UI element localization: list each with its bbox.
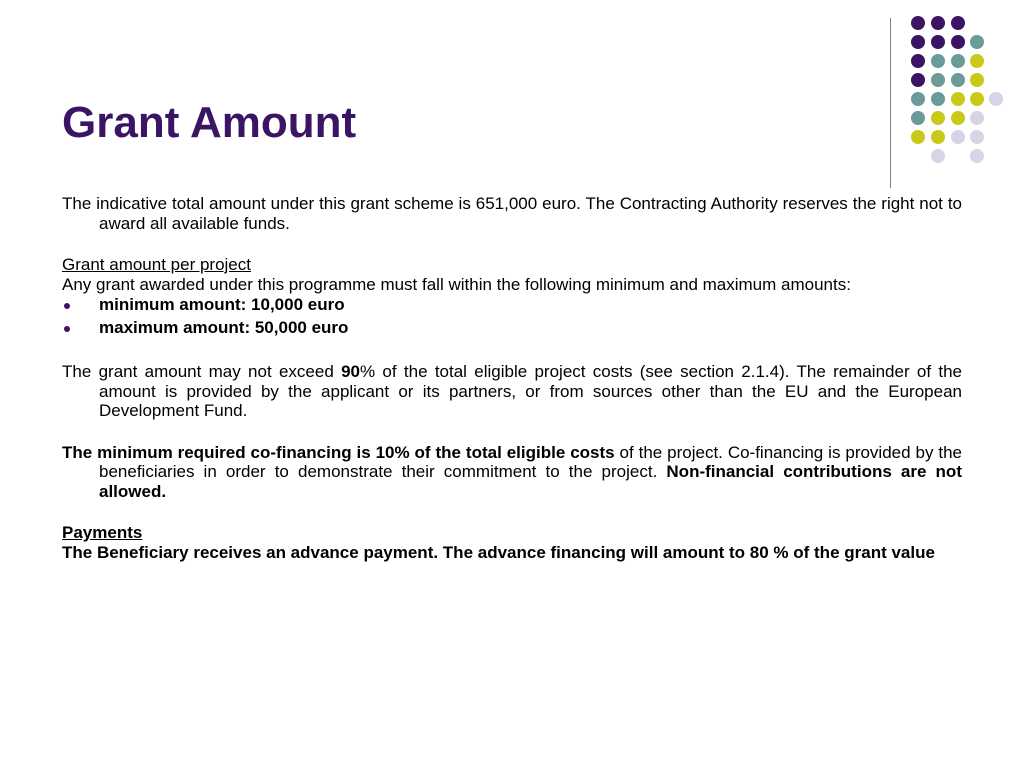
decorative-dot xyxy=(970,73,984,87)
payments-paragraph: The Beneficiary receives an advance payment. The advance financing will amount to 80 % of the grant value xyxy=(62,542,935,562)
total-amount-paragraph: The indicative total amount under this grant scheme is 651,000 euro. The Contracting Authority reserves the right not to award all available funds. xyxy=(62,194,962,233)
decorative-divider xyxy=(890,18,891,188)
decorative-dot xyxy=(951,16,965,30)
decorative-dot xyxy=(970,92,984,106)
decorative-dot xyxy=(951,35,965,49)
decorative-dot xyxy=(931,130,945,144)
max-percentage-text-end: % of the total eligible project costs (see section 2.1.4). The remainder of the amount is provided by the applicant or its partners, or from sources other than the EU and the European Development Fund. xyxy=(99,362,963,420)
cofinancing-paragraph xyxy=(62,443,962,502)
spacer xyxy=(62,340,962,362)
decorative-dot xyxy=(911,130,925,144)
max-percentage-paragraph xyxy=(62,362,962,421)
decorative-dot xyxy=(951,130,965,144)
amount-bullet-list xyxy=(62,295,962,337)
decorative-dot xyxy=(951,111,965,125)
bullet-text: minimum amount: 10,000 euro xyxy=(99,295,345,314)
decorative-dot xyxy=(951,54,965,68)
decorative-dot xyxy=(970,111,984,125)
decorative-dot xyxy=(970,35,984,49)
cofinancing-text: of the project. Co-financing is provided by the beneficiaries in order to demonstrate their commitment to the project. xyxy=(99,442,962,481)
bullet-icon xyxy=(64,303,70,309)
decorative-dot xyxy=(911,92,925,106)
payments-heading: Payments xyxy=(62,523,143,542)
decorative-dot xyxy=(970,149,984,163)
bullet-text: maximum amount: 50,000 euro xyxy=(99,317,349,337)
decorative-dot xyxy=(989,92,1003,106)
max-percentage-value: 90 xyxy=(341,362,361,381)
decorative-dot xyxy=(931,35,945,49)
spacer xyxy=(62,501,962,523)
decorative-dot xyxy=(931,54,945,68)
section-heading-grant-amount: Grant amount per project xyxy=(62,255,251,274)
decorative-dot xyxy=(911,16,925,30)
cofinancing-bold-lead: The minimum required co-financing is 10% of the total eligible costs xyxy=(62,442,615,462)
spacer xyxy=(62,421,962,443)
decorative-dot xyxy=(931,73,945,87)
decorative-dot xyxy=(931,111,945,125)
bullet-icon xyxy=(64,326,70,332)
decorative-dot xyxy=(951,92,965,106)
decorative-dot xyxy=(970,130,984,144)
cofinancing-bold-end: Non-financial contributions are not allowed. xyxy=(99,462,962,501)
decorative-dot xyxy=(970,54,984,68)
slide-body xyxy=(62,194,962,562)
spacer xyxy=(62,233,962,255)
bullet-item-maximum xyxy=(62,318,962,338)
min-max-intro-paragraph: Any grant awarded under this programme must fall within the following minimum and maximum amounts: xyxy=(62,274,851,294)
decorative-dot xyxy=(931,149,945,163)
slide-title: Grant Amount xyxy=(62,98,357,147)
decorative-dot xyxy=(951,73,965,87)
decorative-dot xyxy=(911,35,925,49)
decorative-dot xyxy=(931,92,945,106)
decorative-dot xyxy=(931,16,945,30)
max-percentage-text-start: The grant amount may not exceed xyxy=(62,362,342,381)
decorative-dot xyxy=(911,111,925,125)
bullet-item-minimum xyxy=(62,295,962,315)
decorative-dot xyxy=(911,73,925,87)
decorative-dot xyxy=(911,54,925,68)
